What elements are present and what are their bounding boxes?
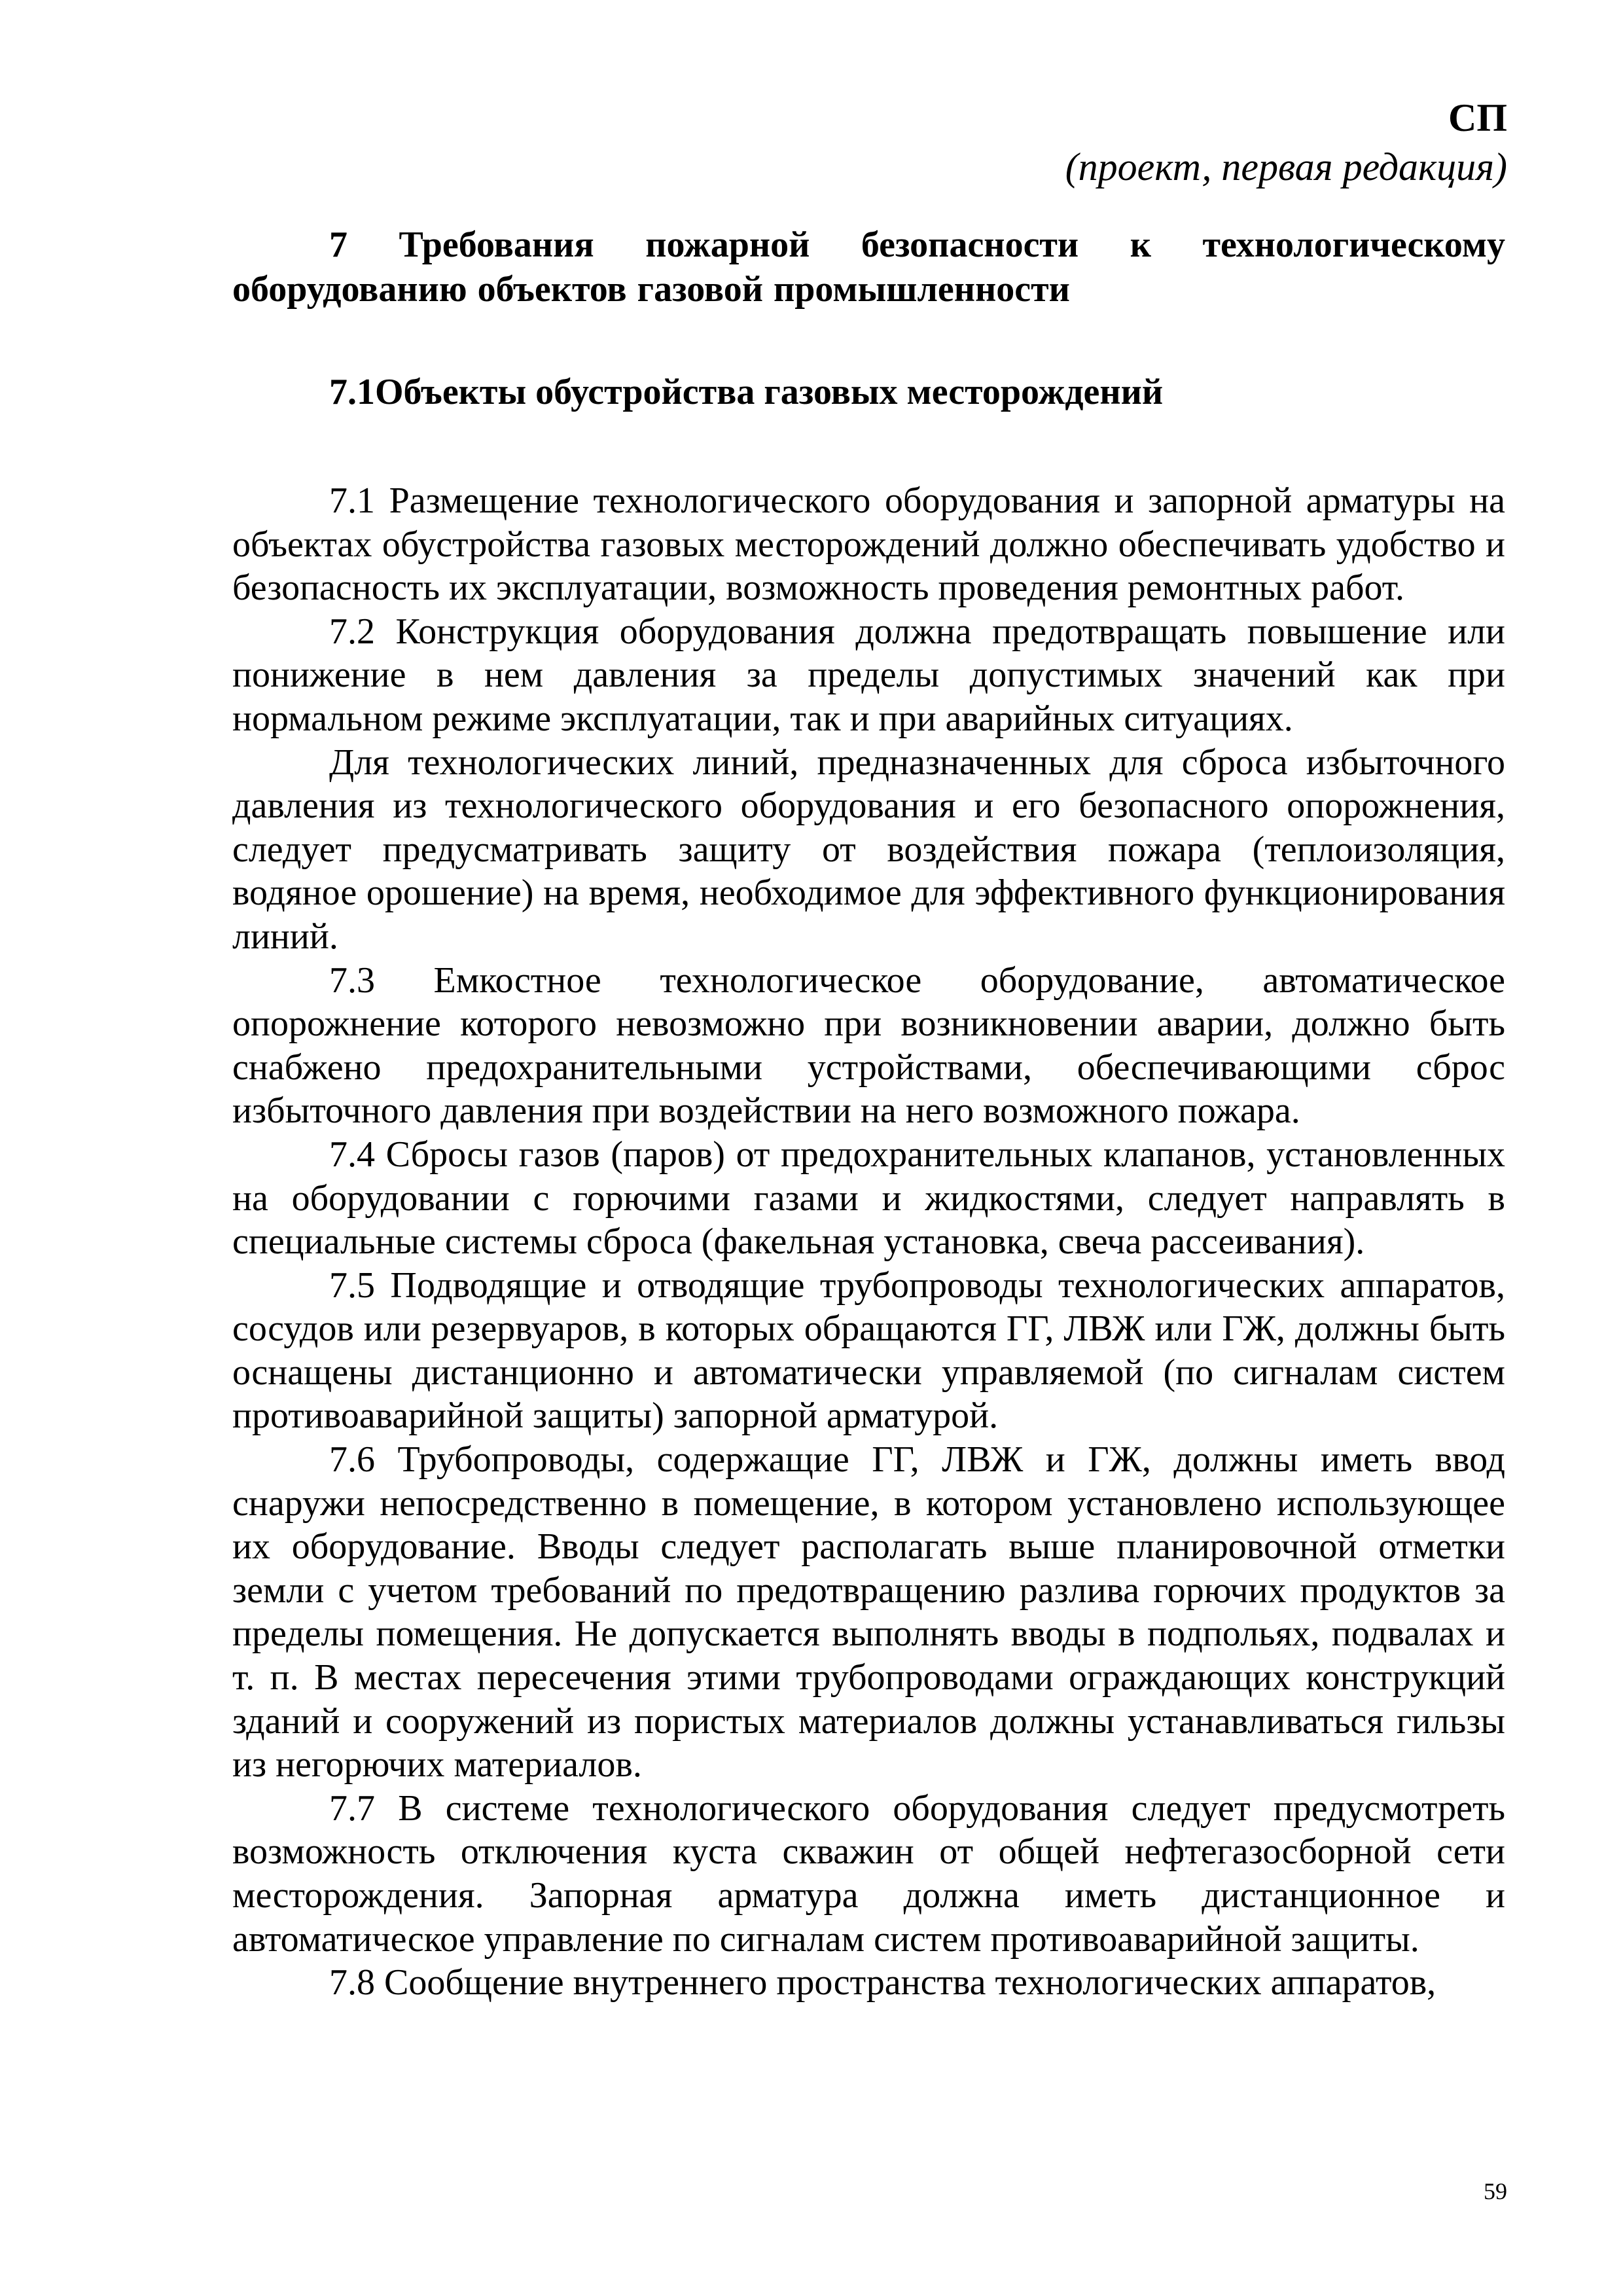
paragraph-7-4: 7.4 Сбросы газов (паров) от предохранительных клапанов, установленных на оборудовании с горючими газами и жидкостями, следует направлять в специальные системы сброса (факельная установка, свеча рассеивания). xyxy=(232,1134,1505,1263)
subsection-heading: 7.1Объекты обустройства газовых месторождений xyxy=(329,372,1164,412)
page-number: 59 xyxy=(1484,2178,1507,2204)
section-heading: 7 Требования пожарной безопасности к технологическому оборудованию объектов газовой промышленности xyxy=(232,224,1505,310)
paragraph-7-2: 7.2 Конструкция оборудования должна предотвращать повышение или понижение в нем давления за пределы допустимых значений как при нормальном режиме эксплуатации, так и при аварийных ситуациях. xyxy=(232,611,1505,739)
document-status: (проект, первая редакция) xyxy=(1065,145,1507,188)
paragraph-7-5: 7.5 Подводящие и отводящие трубопроводы технологических аппаратов, сосудов или резервуаров, в которых обращаются ГГ, ЛВЖ или ГЖ, должны быть оснащены дистанционно и автоматически управляемой (по сигналам систем противоаварийной защиты) запорной арматурой. xyxy=(232,1265,1505,1437)
paragraph-7-6: 7.6 Трубопроводы, содержащие ГГ, ЛВЖ и ГЖ, должны иметь ввод снаружи непосредственно в помещение, в котором установлено использующее их оборудование. Вводы следует располагать выше планировочной отметки земли с учетом требований по предотвращению разлива горючих продуктов за пределы помещения. Не допускается выполнять вводы в подпольях, подвалах и т. п. В местах пересечения этими трубопроводами ограждающих конструкций зданий и сооружений из пористых материалов должны устанавливаться гильзы из негорючих материалов. xyxy=(232,1439,1505,1785)
document-code: СП xyxy=(1448,96,1507,139)
document-body xyxy=(232,223,1505,2005)
paragraph-7-1: 7.1 Размещение технологического оборудования и запорной арматуры на объектах обустройства газовых месторождений должно обеспечивать удобство и безопасность их эксплуатации, возможность проведения ремонтных работ. xyxy=(232,480,1505,609)
paragraph-7-2-continued: Для технологических линий, предназначенных для сброса избыточного давления из технологического оборудования и его безопасного опорожнения, следует предусматривать защиту от воздействия пожара (теплоизоляция, водяное орошение) на время, необходимое для эффективного функционирования линий. xyxy=(232,742,1505,957)
paragraph-7-8: 7.8 Сообщение внутреннего пространства технологических аппаратов, xyxy=(329,1962,1436,2003)
paragraph-7-3: 7.3 Емкостное технологическое оборудование, автоматическое опорожнение которого невозможно при возникновении аварии, должно быть снабжено предохранительными устройствами, обеспечивающими сброс избыточного давления при воздействии на него возможного пожара. xyxy=(232,960,1505,1132)
paragraph-7-7: 7.7 В системе технологического оборудования следует предусмотреть возможность отключения куста скважин от общей нефтегазосборной сети месторождения. Запорная арматура должна иметь дистанционное и автоматическое управление по сигналам систем противоаварийной защиты. xyxy=(232,1787,1505,1960)
